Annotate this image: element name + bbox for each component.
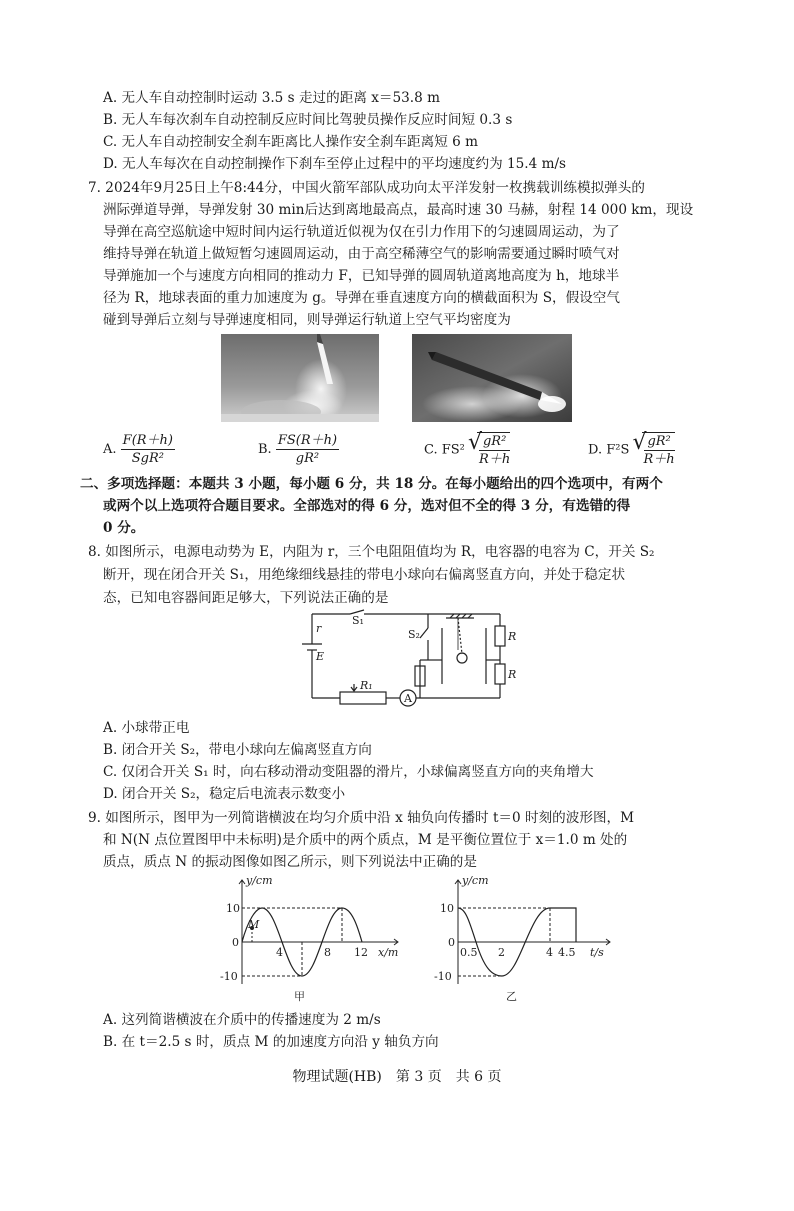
label-R-bottom: R (508, 668, 517, 681)
yi-tick-x-4-5: 4.5 (558, 946, 576, 959)
q7-line-7: 碰到导弹后立刻与导弹速度相同，则导弹运行轨道上空气平均密度为 (103, 312, 511, 328)
section2-line-1: 二、多项选择题：本题共 3 小题，每小题 6 分，共 18 分。在每小题给出的四个选项中，有两个 (80, 476, 663, 492)
jia-tick-x-8: 8 (324, 946, 331, 959)
q8-circuit-diagram (296, 604, 532, 716)
q7-option-b-label: B. (258, 442, 272, 457)
q6-option-d: D. 无人车每次在自动控制操作下刹车至停止过程中的平均速度约为 15.4 m/s (103, 156, 567, 172)
q7-option-a-label: A. (103, 442, 117, 457)
q6-option-a: A. 无人车自动控制时运动 3.5 s 走过的距离 x＝53.8 m (103, 90, 440, 106)
q7-line-5: 导弹施加一个与速度方向相同的推动力 F，已知导弹的圆周轨道离地高度为 h，地球半 (103, 268, 620, 284)
q7-option-d-numerator: √ gR² (644, 433, 675, 451)
jia-tick-y-neg10: -10 (220, 970, 238, 983)
yi-tick-y-10: 10 (440, 902, 454, 915)
q7-option-d (588, 432, 675, 468)
q8-option-c: C. 仅闭合开关 S₁ 时，向右移动滑动变阻器的滑片，小球偏离竖直方向的夹角增大 (103, 764, 594, 780)
q7-line-4: 维持导弹在轨道上做短暂匀速圆周运动，由于高空稀薄空气的影响需要通过瞬时喷气对 (103, 246, 620, 262)
q7-line-3: 导弹在高空巡航途中短时间内运行轨道近似视为仅在引力作用下的匀速圆周运动，为了 (103, 224, 620, 240)
missile-launch-photo-2 (412, 334, 572, 422)
q7-line-1: 7. 2024年9月25日上午8:44分，中国火箭军部队成功向太平洋发射一枚携载训练模拟弹头的 (88, 180, 645, 196)
q7-line-2: 洲际弹道导弹，导弹发射 30 min后达到离地最高点，最高时速 30 马赫，射程 14 000 km，现设 (103, 202, 694, 218)
yi-caption: 乙 (506, 990, 517, 1003)
jia-tick-x-12: 12 (354, 946, 368, 959)
jia-ylabel: y/cm (246, 874, 273, 887)
q8-line-3: 态，已知电容器间距足够大，下列说法正确的是 (103, 590, 389, 606)
q7-option-a-denominator: SgR² (131, 451, 164, 466)
q7-option-d-label: D. F²S (588, 442, 630, 458)
yi-origin: 0 (448, 936, 455, 949)
jia-origin: 0 (232, 936, 239, 949)
section2-line-3: 0 分。 (103, 520, 145, 536)
label-S1: S₁ (352, 614, 364, 627)
q7-option-c-label: C. FS² (424, 442, 465, 458)
q6-option-b: B. 无人车每次刹车自动控制反应时间比驾驶员操作反应时间短 0.3 s (103, 112, 513, 128)
label-S2: S₂ (408, 628, 420, 641)
q7-option-b-numerator: FS(R＋h) (277, 433, 338, 448)
yi-tick-x-4: 4 (546, 946, 553, 959)
label-E: E (316, 650, 325, 663)
q7-option-c (424, 432, 510, 468)
q8-line-2: 断开，现在闭合开关 S₁，用绝缘细线悬挂的带电小球向右偏离竖直方向，并处于稳定状 (103, 567, 626, 583)
yi-tick-y-neg10: -10 (434, 970, 452, 983)
q8-line-1: 8. 如图所示，电源电动势为 E，内阻为 r，三个电阻阻值均为 R，电容器的电容为 C，开关 S₂ (88, 544, 655, 560)
section2-line-2: 或两个以上选项符合题目要求。全部选对的得 6 分，选对但不全的得 3 分，有选错的得 (103, 498, 631, 514)
label-R-top: R (508, 630, 517, 643)
yi-xlabel: t/s (590, 946, 604, 959)
q7-line-6: 径为 R，地球表面的重力加速度为 g。导弹在垂直速度方向的横截面积为 S，假设空气 (103, 290, 620, 306)
q7-option-a (103, 432, 175, 467)
q7-option-b-denominator: gR² (295, 451, 320, 466)
q8-option-b: B. 闭合开关 S₂，带电小球向左偏离竖直方向 (103, 742, 372, 758)
yi-tick-x-2: 2 (498, 946, 505, 959)
label-r: r (316, 622, 322, 635)
yi-ylabel: y/cm (462, 874, 489, 887)
q9-line-2: 和 N(N 点位置图甲中未标明)是介质中的两个质点，M 是平衡位置位于 x＝1.0 m 处的 (103, 832, 628, 848)
jia-caption: 甲 (294, 990, 305, 1003)
missile-launch-photo-1 (221, 334, 379, 422)
q9-line-1: 9. 如图所示，图甲为一列简谐横波在均匀介质中沿 x 轴负向传播时 t＝0 时刻的波形图，M (88, 810, 635, 826)
yi-tick-x-0-5: 0.5 (460, 946, 478, 959)
jia-tick-x-4: 4 (276, 946, 283, 959)
q9-option-b: B. 在 t＝2.5 s 时，质点 M 的加速度方向沿 y 轴负方向 (103, 1034, 439, 1050)
q7-option-b (258, 432, 339, 467)
q7-option-c-numerator: √ gR² (479, 433, 510, 451)
page-footer: 物理试题(HB) 第 3 页 共 6 页 (292, 1069, 502, 1085)
label-R1: R₁ (360, 679, 373, 692)
q9-option-a: A. 这列简谐横波在介质中的传播速度为 2 m/s (103, 1012, 381, 1028)
q7-option-d-denominator: R＋h (643, 452, 675, 467)
q9-line-3: 质点，质点 N 的振动图像如图乙所示，则下列说法中正确的是 (103, 854, 477, 870)
jia-point-M: M (248, 918, 260, 931)
jia-tick-y-10: 10 (226, 902, 240, 915)
q7-option-a-numerator: F(R＋h) (122, 433, 173, 448)
q6-option-c: C. 无人车自动控制安全刹车距离比人操作安全刹车距离短 6 m (103, 134, 478, 150)
ammeter-label: A (404, 692, 412, 705)
q9-wave-graph-jia (218, 872, 408, 1004)
jia-xlabel: x/m (378, 946, 399, 959)
q7-option-c-denominator: R＋h (479, 452, 511, 467)
q9-vibration-graph-yi (430, 872, 620, 1004)
q8-option-a: A. 小球带正电 (103, 720, 190, 736)
q8-option-d: D. 闭合开关 S₂，稳定后电流表示数变小 (103, 786, 346, 802)
